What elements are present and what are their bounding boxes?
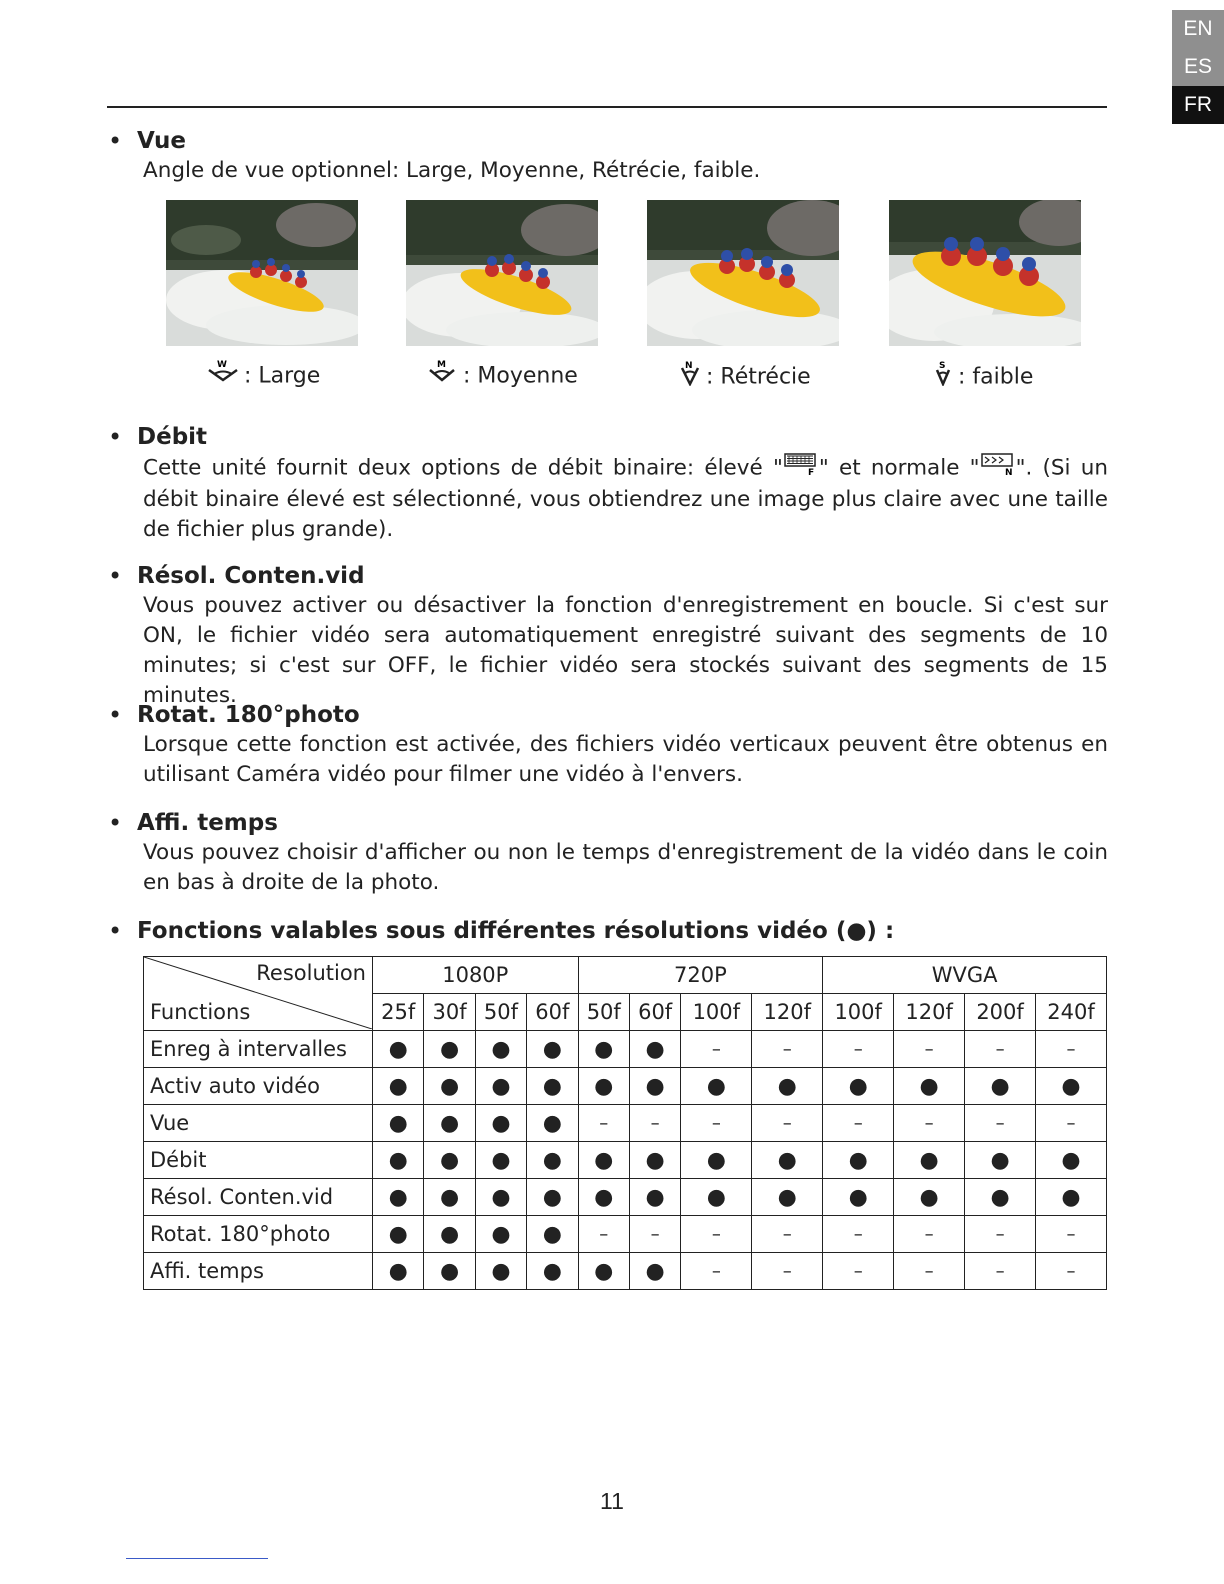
unsupported-cell: –: [965, 1216, 1036, 1253]
page-number: 11: [600, 1488, 624, 1514]
section-body: Vous pouvez choisir d'afficher ou non le temps d'enregistrement de la vidéo dans le coin en bas à droite de la photo.: [143, 840, 1108, 895]
view-angle-photos: [166, 200, 1082, 350]
high-bitrate-icon: [783, 452, 819, 485]
supported-cell: ●: [373, 1031, 424, 1068]
unsupported-cell: –: [965, 1105, 1036, 1142]
supported-cell: ●: [373, 1068, 424, 1105]
svg-text:N: N: [1004, 468, 1013, 476]
unsupported-cell: –: [965, 1031, 1036, 1068]
table-row: [144, 1031, 1107, 1068]
row-label: Activ auto vidéo: [144, 1068, 373, 1105]
supported-cell: ●: [823, 1179, 894, 1216]
footer-line: [126, 1558, 268, 1559]
supported-cell: ●: [475, 1142, 526, 1179]
frame-rate-header: 50f: [475, 994, 526, 1031]
supported-cell: ●: [629, 1068, 680, 1105]
unsupported-cell: –: [752, 1216, 823, 1253]
unsupported-cell: –: [894, 1031, 965, 1068]
table-row: [144, 1142, 1107, 1179]
section-body: Vous pouvez activer ou désactiver la fonction d'enregistrement en boucle. Si c'est sur ON, le fichier vidéo sera automatiquement enregistré suivant des segments de 10 minutes; si c'est sur OFF, le fichier vidéo sera stockés suivant des segments de 15 minutes.: [143, 593, 1108, 708]
unsupported-cell: –: [752, 1105, 823, 1142]
table-row: [144, 1179, 1107, 1216]
supported-cell: ●: [752, 1068, 823, 1105]
svg-text:M: M: [437, 360, 446, 370]
supported-cell: ●: [475, 1179, 526, 1216]
section-resol: [108, 561, 1108, 711]
supported-cell: ●: [578, 1068, 629, 1105]
supported-cell: ●: [475, 1031, 526, 1068]
supported-cell: ●: [527, 1179, 578, 1216]
supported-cell: ●: [527, 1253, 578, 1290]
frame-rate-header: 120f: [752, 994, 823, 1031]
supported-cell: ●: [578, 1179, 629, 1216]
unsupported-cell: –: [894, 1253, 965, 1290]
unsupported-cell: –: [823, 1105, 894, 1142]
row-label: Résol. Conten.vid: [144, 1179, 373, 1216]
unsupported-cell: –: [823, 1031, 894, 1068]
row-label: Rotat. 180°photo: [144, 1216, 373, 1253]
unsupported-cell: –: [629, 1216, 680, 1253]
function-resolution-table: [143, 956, 1107, 1290]
frame-rate-header: 60f: [629, 994, 680, 1031]
table-header-groups: [144, 957, 1107, 994]
unsupported-cell: –: [752, 1031, 823, 1068]
lang-tab-en[interactable]: EN: [1172, 10, 1224, 48]
supported-cell: ●: [965, 1179, 1036, 1216]
section-debit: [108, 422, 1108, 545]
supported-cell: ●: [527, 1068, 578, 1105]
caption-small: S : faible: [932, 358, 1033, 397]
narrow-angle-icon: [678, 358, 702, 397]
supported-cell: ●: [424, 1031, 475, 1068]
supported-cell: ●: [475, 1253, 526, 1290]
normal-bitrate-icon: [980, 452, 1016, 485]
unsupported-cell: –: [681, 1253, 752, 1290]
lang-tab-es[interactable]: ES: [1172, 48, 1224, 86]
unsupported-cell: –: [823, 1253, 894, 1290]
supported-cell: ●: [475, 1105, 526, 1142]
supported-cell: ●: [894, 1142, 965, 1179]
svg-text:W: W: [217, 360, 227, 370]
section-body: Lorsque cette fonction est activée, des fichiers vidéo verticaux peuvent être obtenus en utilisant Caméra vidéo pour filmer une vidéo à l'envers.: [143, 732, 1108, 787]
wide-angle-icon: [206, 358, 240, 395]
supported-cell: ●: [424, 1216, 475, 1253]
supported-cell: ●: [681, 1142, 752, 1179]
frame-rate-header: 50f: [578, 994, 629, 1031]
photo-small: [889, 200, 1081, 346]
bullet: •: [108, 809, 123, 837]
lang-tab-fr[interactable]: FR: [1172, 86, 1224, 124]
supported-cell: ●: [424, 1068, 475, 1105]
bullet: •: [108, 562, 123, 590]
supported-cell: ●: [823, 1068, 894, 1105]
frame-rate-header: 25f: [373, 994, 424, 1031]
group-header: 1080P: [373, 957, 579, 994]
group-header: 720P: [578, 957, 823, 994]
supported-cell: ●: [475, 1216, 526, 1253]
small-angle-icon: [932, 358, 954, 397]
row-label: Affi. temps: [144, 1253, 373, 1290]
table-row: [144, 1068, 1107, 1105]
unsupported-cell: –: [894, 1216, 965, 1253]
row-label: Débit: [144, 1142, 373, 1179]
supported-cell: ●: [424, 1179, 475, 1216]
supported-cell: ●: [527, 1031, 578, 1068]
photo-narrow: [647, 200, 839, 346]
supported-cell: ●: [629, 1179, 680, 1216]
supported-cell: ●: [894, 1068, 965, 1105]
supported-cell: ●: [578, 1253, 629, 1290]
supported-cell: ●: [1036, 1068, 1107, 1105]
unsupported-cell: –: [1036, 1253, 1107, 1290]
unsupported-cell: –: [578, 1105, 629, 1142]
supported-cell: ●: [373, 1216, 424, 1253]
supported-cell: ●: [681, 1179, 752, 1216]
table-row: [144, 1253, 1107, 1290]
supported-cell: ●: [894, 1179, 965, 1216]
frame-rate-header: 100f: [823, 994, 894, 1031]
supported-cell: ●: [373, 1179, 424, 1216]
supported-cell: ●: [527, 1105, 578, 1142]
corner-cell: [144, 957, 373, 1031]
supported-cell: ●: [527, 1216, 578, 1253]
section-title: Fonctions valables sous différentes résolutions vidéo (●) :: [137, 918, 895, 944]
supported-cell: ●: [629, 1031, 680, 1068]
bullet: •: [108, 423, 123, 451]
section-title: Résol. Conten.vid: [137, 563, 365, 589]
corner-functions-label: Functions: [150, 1000, 251, 1024]
section-title: Rotat. 180°photo: [137, 702, 360, 728]
supported-cell: ●: [629, 1142, 680, 1179]
section-title: Affi. temps: [137, 810, 278, 836]
supported-cell: ●: [965, 1068, 1036, 1105]
supported-cell: ●: [578, 1142, 629, 1179]
supported-cell: ●: [752, 1179, 823, 1216]
section-body: Angle de vue optionnel: Large, Moyenne, Rétrécie, faible.: [143, 158, 761, 183]
supported-cell: ●: [475, 1068, 526, 1105]
unsupported-cell: –: [1036, 1031, 1107, 1068]
table-row: [144, 1216, 1107, 1253]
supported-cell: ●: [373, 1105, 424, 1142]
table-body: [144, 1031, 1107, 1290]
corner-resolution-label: Resolution: [256, 961, 366, 985]
caption-medium: M : Moyenne: [425, 358, 578, 395]
supported-cell: ●: [527, 1142, 578, 1179]
frame-rate-header: 200f: [965, 994, 1036, 1031]
group-header: WVGA: [823, 957, 1107, 994]
unsupported-cell: –: [681, 1105, 752, 1142]
supported-cell: ●: [578, 1031, 629, 1068]
unsupported-cell: –: [1036, 1105, 1107, 1142]
unsupported-cell: –: [629, 1105, 680, 1142]
supported-cell: ●: [373, 1253, 424, 1290]
unsupported-cell: –: [1036, 1216, 1107, 1253]
supported-cell: ●: [1036, 1179, 1107, 1216]
header-rule: [107, 106, 1107, 108]
unsupported-cell: –: [752, 1253, 823, 1290]
unsupported-cell: –: [894, 1105, 965, 1142]
bullet: •: [108, 127, 123, 155]
view-angle-captions: [166, 358, 1096, 392]
svg-text:F: F: [807, 468, 815, 476]
supported-cell: ●: [424, 1253, 475, 1290]
frame-rate-header: 240f: [1036, 994, 1107, 1031]
unsupported-cell: –: [681, 1216, 752, 1253]
frame-rate-header: 60f: [527, 994, 578, 1031]
supported-cell: ●: [752, 1142, 823, 1179]
unsupported-cell: –: [578, 1216, 629, 1253]
medium-angle-icon: [425, 358, 459, 395]
caption-narrow: N : Rétrécie: [678, 358, 811, 397]
supported-cell: ●: [965, 1142, 1036, 1179]
frame-rate-header: 120f: [894, 994, 965, 1031]
supported-cell: ●: [681, 1068, 752, 1105]
table-row: [144, 1105, 1107, 1142]
supported-cell: ●: [823, 1142, 894, 1179]
bullet: •: [108, 701, 123, 729]
unsupported-cell: –: [965, 1253, 1036, 1290]
supported-cell: ●: [1036, 1142, 1107, 1179]
svg-text:S: S: [939, 361, 946, 371]
row-label: Vue: [144, 1105, 373, 1142]
photo-wide: [166, 200, 358, 346]
frame-rate-header: 30f: [424, 994, 475, 1031]
unsupported-cell: –: [681, 1031, 752, 1068]
svg-text:N: N: [685, 361, 693, 371]
supported-cell: ●: [373, 1142, 424, 1179]
supported-cell: ●: [424, 1142, 475, 1179]
supported-cell: ●: [424, 1105, 475, 1142]
section-body: Cette unité fournit deux options de débit binaire: élevé " F " et normale " N ". (Si un débit binaire élevé est sélectionné, vous obtiendrez une image plus claire avec une taille de fichier plus grande).: [143, 452, 1108, 545]
supported-cell: ●: [629, 1253, 680, 1290]
section-title: Vue: [137, 128, 186, 154]
section-affi: [108, 808, 1108, 898]
section-fonctions: [108, 916, 1108, 946]
photo-medium: [406, 200, 598, 346]
bullet: •: [108, 917, 123, 945]
row-label: Enreg à intervalles: [144, 1031, 373, 1068]
section-vue: [108, 126, 1108, 186]
section-rotat: [108, 700, 1108, 790]
frame-rate-header: 100f: [681, 994, 752, 1031]
language-tabs: [1172, 10, 1224, 124]
section-title: Débit: [137, 424, 208, 450]
unsupported-cell: –: [823, 1216, 894, 1253]
caption-wide: W : Large: [206, 358, 320, 395]
